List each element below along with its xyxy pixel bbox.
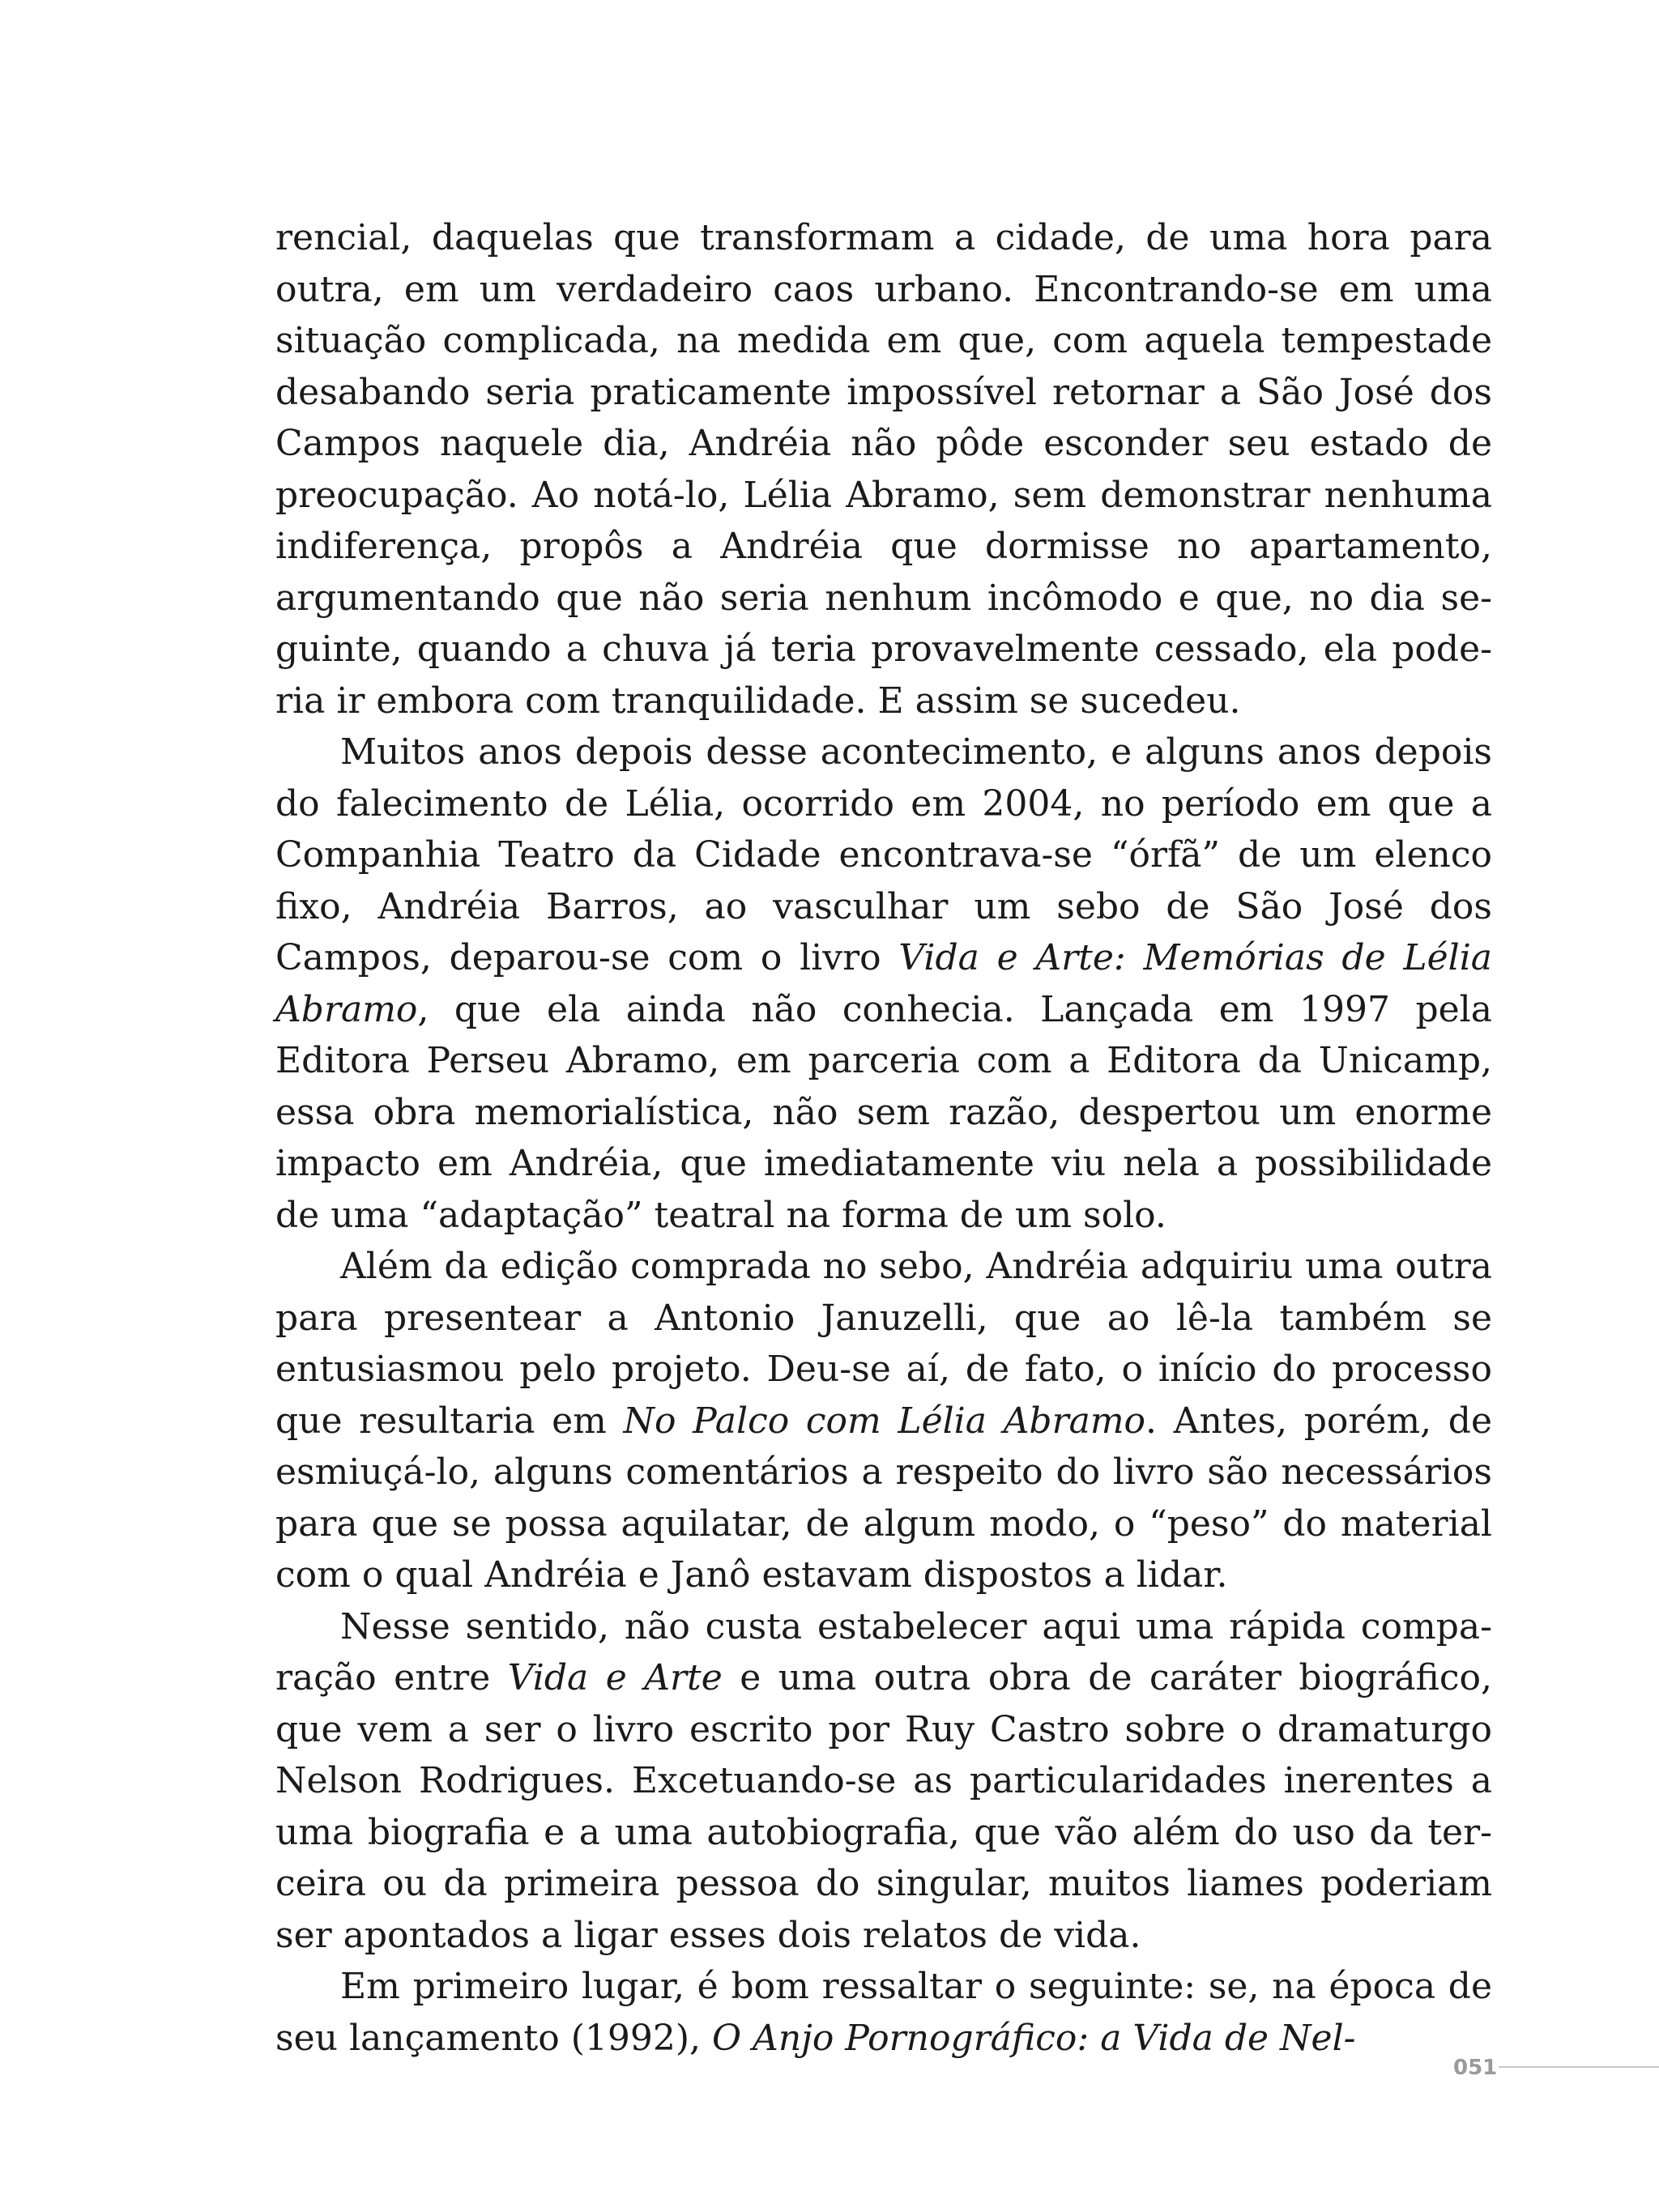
text-run: Nesse sentido, não custa estabelecer aqui uma rápida comparação entre	[275, 1605, 1492, 1698]
italic-title: Vida e Arte: Memórias de Lélia Abramo	[275, 937, 1493, 1030]
italic-title: No Palco com Lélia Abramo	[623, 1400, 1146, 1442]
text-run: , que ela ainda não conhecia. Lançada em 1997 pela Editora Perseu Abramo, em parceria com a Editora da Unicamp, essa obra memorialística, não sem razão, despertou um enorme impacto em Andréia, que imediatamente viu nela a possibilidade de uma “adaptação” teatral na forma de um solo.	[275, 988, 1492, 1236]
text-run: Além da edição comprada no sebo, Andréia adquiriu uma outra para presentear a Antonio Januzelli, que ao lê-la também se entusiasmou pelo projeto. Deu-se aí, de fato, o início do processo que resultaria em	[275, 1246, 1492, 1442]
paragraph-3	[275, 1241, 1492, 1601]
page-number-rule	[1499, 2066, 1659, 2068]
italic-title: Vida e Arte	[507, 1657, 723, 1698]
text-run: rencial, daquelas que transformam a cidade, de uma hora para outra, em um verdadeiro caos urbano. Encontrando-se em uma situação complicada, na medida em que, com aquela tempestade desabando seria praticamente impossível retornar a São José dos Campos naquele dia, Andréia não pôde esconder seu estado de preocupação. Ao notá-lo, Lélia Abramo, sem demonstrar nenhuma indiferença, propôs a Andréia que dormisse no apartamento, argumentando que não seria nenhum incômodo e que, no dia seguinte, quando a chuva já teria provavelmente cessado, ela poderia ir embora com tranquilidade. E assim se sucedeu.	[275, 217, 1492, 722]
paragraph-4	[275, 1601, 1492, 1962]
paragraph-5	[275, 1961, 1492, 2064]
text-run: . Antes, porém, de esmiuçá-lo, alguns comentários a respeito do livro são necessários para que se possa aquilatar, de algum modo, o “peso” do material com o qual Andréia e Janô estavam dispostos a lidar.	[275, 1400, 1492, 1596]
text-run: Muitos anos depois desse acontecimento, e alguns anos depois do falecimento de Lélia, ocorrido em 2004, no período em que a Companhia Teatro da Cidade encontrava-se “órfã” de um elenco fixo, Andréia Barros, ao vasculhar um sebo de São José dos Campos, deparou-se com o livro	[275, 731, 1492, 978]
text-run: Em primeiro lugar, é bom ressaltar o seguinte: se, na época de seu lançamento (1992),	[275, 1966, 1492, 2059]
paragraph-1	[275, 212, 1492, 727]
paragraph-2	[275, 727, 1492, 1241]
page-number: 051	[1453, 2056, 1498, 2080]
italic-title: O Anjo Pornográfico: a Vida de Nel-	[712, 2017, 1356, 2059]
body-text	[275, 212, 1492, 2064]
text-run: e uma outra obra de caráter biográfico, que vem a ser o livro escrito por Ruy Castro sobre o dramaturgo Nelson Rodrigues. Excetuando-se as particularidades inerentes a uma biografia e a uma autobiografia, que vão além do uso da terceira ou da primeira pessoa do singular, muitos liames poderiam ser apontados a ligar esses dois relatos de vida.	[275, 1657, 1492, 1956]
